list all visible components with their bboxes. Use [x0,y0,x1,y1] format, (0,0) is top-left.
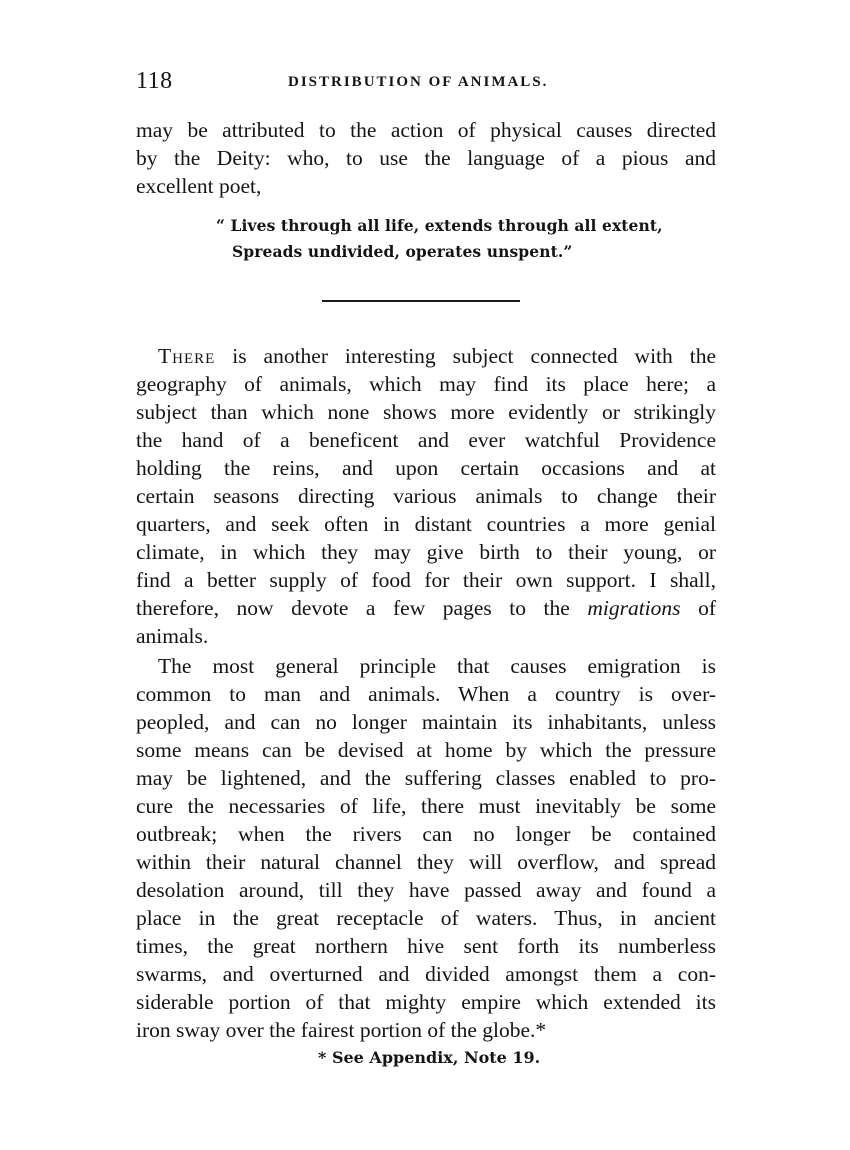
text-span: of [680,596,716,620]
text-line: climate, in which they may give birth to their young, or [136,540,716,564]
text-line [158,342,716,370]
text-line: outbreak; when the rivers can no longer be contained [136,822,716,846]
text-line: times, the great northern hive sent forth its numberless [136,934,716,958]
text-line: quarters, and seek often in distant countries a more genial [136,512,716,536]
section-divider [322,300,520,302]
text-line: geography of animals, which may find its place here; a [136,372,716,396]
text-line: cure the necessaries of life, there must inevitably be some [136,794,716,818]
text-line: animals. [136,624,209,648]
text-line: may be lightened, and the suffering classes enabled to pro- [136,766,716,790]
text-line: The most general principle that causes emigration is [158,654,716,678]
text-line: excellent poet, [136,174,262,198]
text-line [136,594,716,622]
quote-line: Spreads undivided, operates unspent.” [232,242,573,261]
text-line: siderable portion of that mighty empire which extended its [136,990,716,1014]
quote-line: “ Lives through all life, extends through all extent, [216,216,663,235]
text-line: find a better supply of food for their own support. I shall, [136,568,716,592]
text-line: certain seasons directing various animals to change their [136,484,716,508]
text-line: the hand of a beneficent and ever watchful Providence [136,428,716,452]
running-head: DISTRIBUTION OF ANIMALS. [288,74,549,90]
text-line: iron sway over the fairest portion of the globe.* [136,1018,547,1042]
text-line: within their natural channel they will overflow, and spread [136,850,716,874]
page-header [136,68,716,102]
text-span: is another interesting subject connected with the [215,344,716,368]
page-number: 118 [136,68,173,94]
text-line: by the Deity: who, to use the language of a pious and [136,146,716,170]
text-line: some means can be devised at home by which the pressure [136,738,716,762]
text-line: holding the reins, and upon certain occasions and at [136,456,716,480]
text-line: common to man and animals. When a country is over- [136,682,716,706]
text-span: therefore, now devote a few pages to the [136,596,588,620]
drop-word: There [158,344,216,368]
text-line: desolation around, till they have passed away and found a [136,878,716,902]
text-line: subject than which none shows more evidently or strikingly [136,400,716,424]
text-line: peopled, and can no longer maintain its inhabitants, unless [136,710,716,734]
italic-term: migrations [587,596,681,620]
text-line: place in the great receptacle of waters. Thus, in ancient [136,906,716,930]
text-line: swarms, and overturned and divided amongst them a con- [136,962,716,986]
footnote: * See Appendix, Note 19. [318,1048,541,1067]
text-line: may be attributed to the action of physical causes directed [136,118,716,142]
